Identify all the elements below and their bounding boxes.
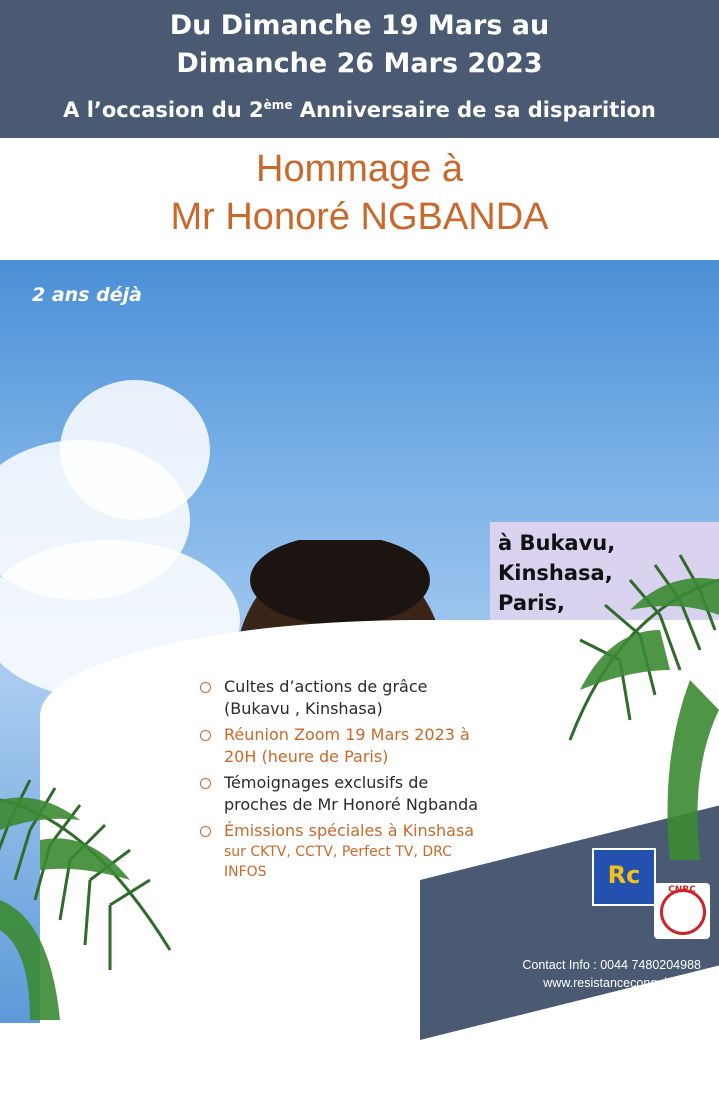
occasion-sup: ème <box>263 98 293 112</box>
event-line: sur CKTV, CCTV, Perfect TV, DRC <box>224 844 452 860</box>
event-line: (Bukavu , Kinshasa) <box>224 699 383 718</box>
event-line: proches de Mr Honoré Ngbanda <box>224 795 479 814</box>
event-line: Émissions spéciales à Kinshasa <box>224 821 475 840</box>
cnrc-label: CNRC <box>668 885 696 895</box>
circle-bullet-icon <box>200 826 211 837</box>
contact-block <box>522 956 701 992</box>
palm-leaf-icon <box>560 540 719 860</box>
events-list <box>200 676 550 886</box>
date-line-2: Dimanche 26 Mars 2023 <box>176 48 543 79</box>
seal-ring-icon <box>660 889 706 935</box>
circle-bullet-icon <box>200 682 211 693</box>
event-item <box>200 820 550 882</box>
cnrc-logo <box>654 883 710 939</box>
city-item: Paris, <box>498 591 566 615</box>
palm-leaf-icon <box>0 760 180 1023</box>
title-line-1: Hommage à <box>256 148 463 190</box>
circle-bullet-icon <box>200 778 211 789</box>
website-link[interactable]: www.resistancecongolaise.fr <box>543 976 701 990</box>
circle-bullet-icon <box>200 730 211 741</box>
occasion-post: Anniversaire de sa disparition <box>292 98 656 122</box>
event-line: Cultes d’actions de grâce <box>224 677 428 696</box>
header-banner <box>0 0 719 138</box>
title-band <box>0 138 719 260</box>
contact-info: Contact Info : 0044 7480204988 <box>522 958 701 972</box>
event-line: Réunion Zoom 19 Mars 2023 à <box>224 725 470 744</box>
event-item <box>200 676 550 720</box>
event-line: INFOS <box>224 864 267 880</box>
years-badge: 2 ans déjà <box>32 284 142 306</box>
occasion-pre: A l’occasion du 2 <box>63 98 264 122</box>
cloud-shape <box>60 380 210 520</box>
event-line: 20H (heure de Paris) <box>224 747 389 766</box>
occasion-line <box>0 98 719 122</box>
date-line-1: Du Dimanche 19 Mars au <box>169 10 550 41</box>
city-item: à Bukavu, <box>498 531 616 555</box>
title-line-2: Mr Honoré NGBANDA <box>170 196 549 238</box>
rc-logo: Rc <box>592 848 656 906</box>
event-item <box>200 724 550 768</box>
city-item: Kinshasa, <box>498 561 613 585</box>
event-item <box>200 772 550 816</box>
event-line: Témoignages exclusifs de <box>224 773 429 792</box>
